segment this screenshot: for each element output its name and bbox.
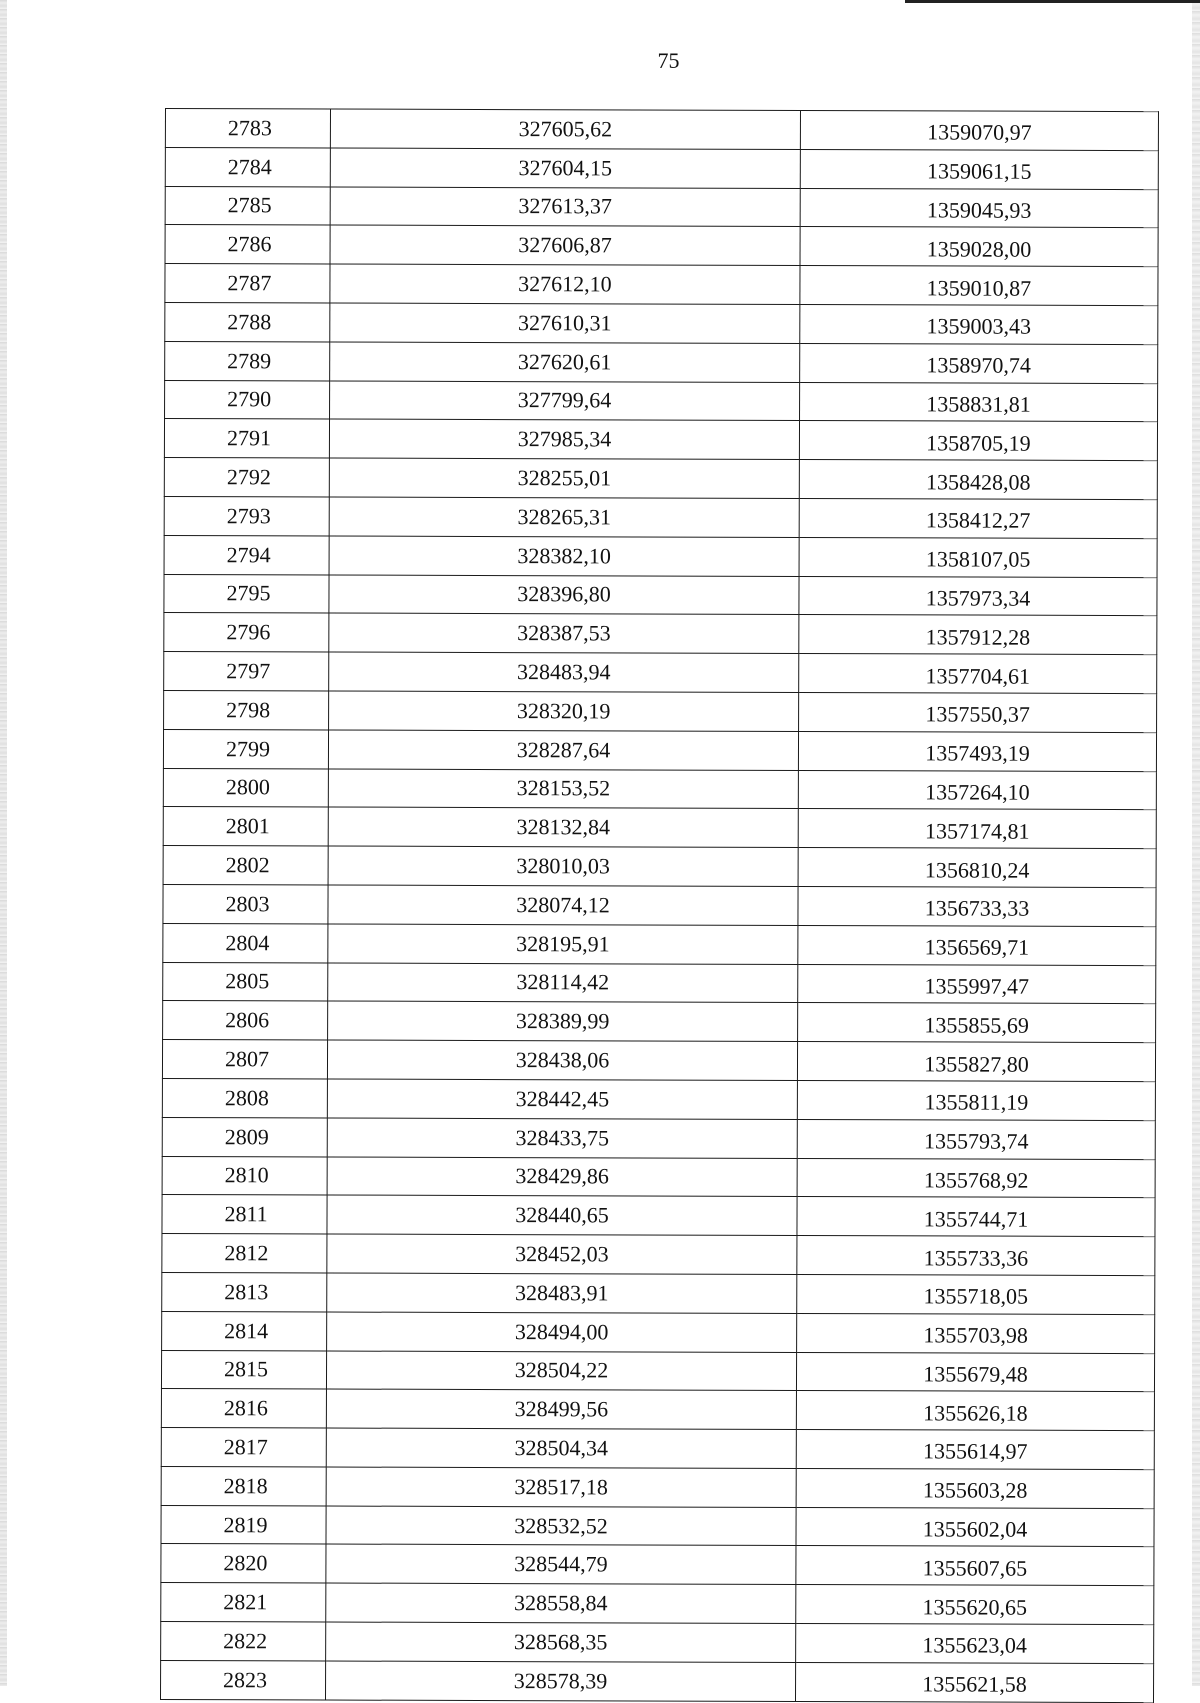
y-coordinate-cell: 1355626,18 <box>796 1391 1154 1431</box>
point-number-cell: 2810 <box>162 1156 327 1195</box>
x-coordinate-cell: 327610,31 <box>330 303 800 343</box>
y-coordinate-cell: 1355620,65 <box>796 1585 1154 1625</box>
x-coordinate-cell: 328558,84 <box>326 1583 796 1623</box>
table-row <box>164 613 1157 655</box>
x-coordinate-cell: 327799,64 <box>330 381 800 421</box>
table-row <box>163 923 1156 965</box>
point-number-cell: 2785 <box>165 186 330 225</box>
y-coordinate-cell: 1356810,24 <box>798 848 1156 888</box>
y-coordinate-cell: 1355603,28 <box>796 1468 1154 1508</box>
y-coordinate-cell: 1355623,04 <box>796 1624 1154 1664</box>
table-row <box>163 962 1156 1004</box>
table-row <box>162 1272 1155 1314</box>
point-number-cell: 2809 <box>162 1117 327 1156</box>
table-row <box>165 186 1158 228</box>
point-number-cell: 2805 <box>163 962 328 1001</box>
y-coordinate-cell: 1359010,87 <box>800 266 1158 306</box>
x-coordinate-cell: 328483,94 <box>329 652 799 692</box>
point-number-cell: 2784 <box>165 147 330 186</box>
x-coordinate-cell: 328396,80 <box>329 575 799 615</box>
y-coordinate-cell: 1355793,74 <box>797 1119 1155 1159</box>
y-coordinate-cell: 1357174,81 <box>798 809 1156 849</box>
x-coordinate-cell: 328544,79 <box>326 1544 796 1584</box>
y-coordinate-cell: 1355827,80 <box>797 1042 1155 1082</box>
table-row <box>161 1466 1154 1508</box>
y-coordinate-cell: 1357493,19 <box>798 731 1156 771</box>
x-coordinate-cell: 328568,35 <box>326 1622 796 1662</box>
scan-edge-left <box>0 0 7 1686</box>
x-coordinate-cell: 328153,52 <box>328 769 798 809</box>
y-coordinate-cell: 1355602,04 <box>796 1507 1154 1547</box>
coordinates-table <box>160 108 1159 1703</box>
table-row <box>165 109 1158 151</box>
table-row <box>162 1195 1155 1237</box>
table-row <box>161 1622 1154 1664</box>
point-number-cell: 2795 <box>164 574 329 613</box>
x-coordinate-cell: 328010,03 <box>328 846 798 886</box>
x-coordinate-cell: 328429,86 <box>327 1157 797 1197</box>
table-row <box>164 419 1157 461</box>
table-row <box>165 380 1158 422</box>
point-number-cell: 2789 <box>165 341 330 380</box>
table-row <box>164 535 1157 577</box>
y-coordinate-cell: 1357704,61 <box>799 654 1157 694</box>
point-number-cell: 2796 <box>164 613 329 652</box>
x-coordinate-cell: 328438,06 <box>327 1040 797 1080</box>
x-coordinate-cell: 328494,00 <box>327 1312 797 1352</box>
table-row <box>162 1234 1155 1276</box>
y-coordinate-cell: 1355614,97 <box>796 1430 1154 1470</box>
table-row <box>161 1389 1154 1431</box>
point-number-cell: 2802 <box>163 846 328 885</box>
table-row <box>163 768 1156 810</box>
x-coordinate-cell: 328265,31 <box>329 497 799 537</box>
table-row <box>165 147 1158 189</box>
y-coordinate-cell: 1358107,05 <box>799 537 1157 577</box>
x-coordinate-cell: 328517,18 <box>326 1467 796 1507</box>
point-number-cell: 2794 <box>164 535 329 574</box>
table-row <box>165 302 1158 344</box>
x-coordinate-cell: 328074,12 <box>328 885 798 925</box>
y-coordinate-cell: 1358970,74 <box>800 343 1158 383</box>
point-number-cell: 2807 <box>162 1040 327 1079</box>
x-coordinate-cell: 328483,91 <box>327 1273 797 1313</box>
y-coordinate-cell: 1358412,27 <box>799 498 1157 538</box>
table-row <box>162 1117 1155 1159</box>
y-coordinate-cell: 1359070,97 <box>800 110 1158 150</box>
x-coordinate-cell: 328440,65 <box>327 1195 797 1235</box>
y-coordinate-cell: 1355997,47 <box>798 964 1156 1004</box>
y-coordinate-cell: 1357973,34 <box>799 576 1157 616</box>
point-number-cell: 2797 <box>164 652 329 691</box>
point-number-cell: 2791 <box>164 419 329 458</box>
y-coordinate-cell: 1355607,65 <box>796 1546 1154 1586</box>
y-coordinate-cell: 1357550,37 <box>799 692 1157 732</box>
y-coordinate-cell: 1355744,71 <box>797 1197 1155 1237</box>
table-row <box>161 1350 1154 1392</box>
y-coordinate-cell: 1357912,28 <box>799 615 1157 655</box>
x-coordinate-cell: 328442,45 <box>327 1079 797 1119</box>
point-number-cell: 2814 <box>162 1311 327 1350</box>
point-number-cell: 2808 <box>162 1078 327 1117</box>
table-row <box>161 1660 1154 1702</box>
x-coordinate-cell: 327613,37 <box>330 187 800 227</box>
header-rule <box>905 0 1200 3</box>
y-coordinate-cell: 1355621,58 <box>795 1662 1153 1702</box>
point-number-cell: 2816 <box>161 1389 326 1428</box>
table-row <box>162 1040 1155 1082</box>
table-row <box>163 807 1156 849</box>
x-coordinate-cell: 328114,42 <box>328 963 798 1003</box>
y-coordinate-cell: 1355703,98 <box>797 1313 1155 1353</box>
table-row <box>165 225 1158 267</box>
table-row <box>162 1078 1155 1120</box>
y-coordinate-cell: 1355679,48 <box>796 1352 1154 1392</box>
table-row <box>164 652 1157 694</box>
x-coordinate-cell: 327604,15 <box>330 148 800 188</box>
y-coordinate-cell: 1355811,19 <box>797 1080 1155 1120</box>
x-coordinate-cell: 328287,64 <box>328 730 798 770</box>
y-coordinate-cell: 1357264,10 <box>798 770 1156 810</box>
x-coordinate-cell: 328433,75 <box>327 1118 797 1158</box>
point-number-cell: 2783 <box>165 109 330 148</box>
point-number-cell: 2786 <box>165 225 330 264</box>
y-coordinate-cell: 1355733,36 <box>797 1236 1155 1276</box>
point-number-cell: 2815 <box>161 1350 326 1389</box>
point-number-cell: 2820 <box>161 1544 326 1583</box>
table-row <box>164 458 1157 500</box>
table-row <box>162 1311 1155 1353</box>
table-row <box>161 1544 1154 1586</box>
x-coordinate-cell: 328532,52 <box>326 1506 796 1546</box>
table-row <box>163 884 1156 926</box>
point-number-cell: 2823 <box>161 1660 326 1699</box>
page-number: 75 <box>657 48 680 73</box>
y-coordinate-cell: 1355768,92 <box>797 1158 1155 1198</box>
scan-edge-right <box>1192 0 1200 1686</box>
x-coordinate-cell: 328504,34 <box>326 1428 796 1468</box>
x-coordinate-cell: 328452,03 <box>327 1234 797 1274</box>
point-number-cell: 2818 <box>161 1466 326 1505</box>
y-coordinate-cell: 1359061,15 <box>800 149 1158 189</box>
point-number-cell: 2800 <box>163 768 328 807</box>
x-coordinate-cell: 328389,99 <box>328 1001 798 1041</box>
x-coordinate-cell: 328320,19 <box>329 691 799 731</box>
point-number-cell: 2804 <box>163 923 328 962</box>
point-number-cell: 2817 <box>161 1428 326 1467</box>
point-number-cell: 2801 <box>163 807 328 846</box>
point-number-cell: 2822 <box>161 1622 326 1661</box>
y-coordinate-cell: 1356569,71 <box>798 925 1156 965</box>
x-coordinate-cell: 327606,87 <box>330 225 800 265</box>
point-number-cell: 2798 <box>164 690 329 729</box>
x-coordinate-cell: 328195,91 <box>328 924 798 964</box>
y-coordinate-cell: 1358705,19 <box>799 421 1157 461</box>
x-coordinate-cell: 328499,56 <box>326 1389 796 1429</box>
point-number-cell: 2793 <box>164 496 329 535</box>
point-number-cell: 2819 <box>161 1505 326 1544</box>
table-row <box>161 1505 1154 1547</box>
table-row <box>163 729 1156 771</box>
y-coordinate-cell: 1359045,93 <box>800 188 1158 228</box>
coordinates-table-body <box>161 109 1159 1703</box>
y-coordinate-cell: 1358831,81 <box>800 382 1158 422</box>
x-coordinate-cell: 328255,01 <box>329 458 799 498</box>
y-coordinate-cell: 1359028,00 <box>800 227 1158 267</box>
point-number-cell: 2821 <box>161 1583 326 1622</box>
point-number-cell: 2803 <box>163 884 328 923</box>
point-number-cell: 2812 <box>162 1234 327 1273</box>
table-row <box>164 574 1157 616</box>
table-row <box>163 846 1156 888</box>
table-row <box>161 1583 1154 1625</box>
y-coordinate-cell: 1355855,69 <box>798 1003 1156 1043</box>
table-row <box>162 1156 1155 1198</box>
point-number-cell: 2788 <box>165 302 330 341</box>
point-number-cell: 2792 <box>164 458 329 497</box>
table-row <box>165 264 1158 306</box>
point-number-cell: 2811 <box>162 1195 327 1234</box>
x-coordinate-cell: 328382,10 <box>329 536 799 576</box>
point-number-cell: 2799 <box>163 729 328 768</box>
y-coordinate-cell: 1356733,33 <box>798 886 1156 926</box>
y-coordinate-cell: 1358428,08 <box>799 460 1157 500</box>
point-number-cell: 2806 <box>163 1001 328 1040</box>
point-number-cell: 2813 <box>162 1272 327 1311</box>
x-coordinate-cell: 327985,34 <box>329 419 799 459</box>
x-coordinate-cell: 327605,62 <box>330 109 800 149</box>
x-coordinate-cell: 328578,39 <box>326 1661 796 1701</box>
x-coordinate-cell: 328132,84 <box>328 807 798 847</box>
table-row <box>165 341 1158 383</box>
table-row <box>161 1428 1154 1470</box>
y-coordinate-cell: 1355718,05 <box>797 1274 1155 1314</box>
table-row <box>163 1001 1156 1043</box>
y-coordinate-cell: 1359003,43 <box>800 304 1158 344</box>
point-number-cell: 2787 <box>165 264 330 303</box>
x-coordinate-cell: 328387,53 <box>329 613 799 653</box>
table-row <box>164 690 1157 732</box>
x-coordinate-cell: 328504,22 <box>326 1351 796 1391</box>
table-row <box>164 496 1157 538</box>
point-number-cell: 2790 <box>165 380 330 419</box>
x-coordinate-cell: 327620,61 <box>330 342 800 382</box>
x-coordinate-cell: 327612,10 <box>330 264 800 304</box>
